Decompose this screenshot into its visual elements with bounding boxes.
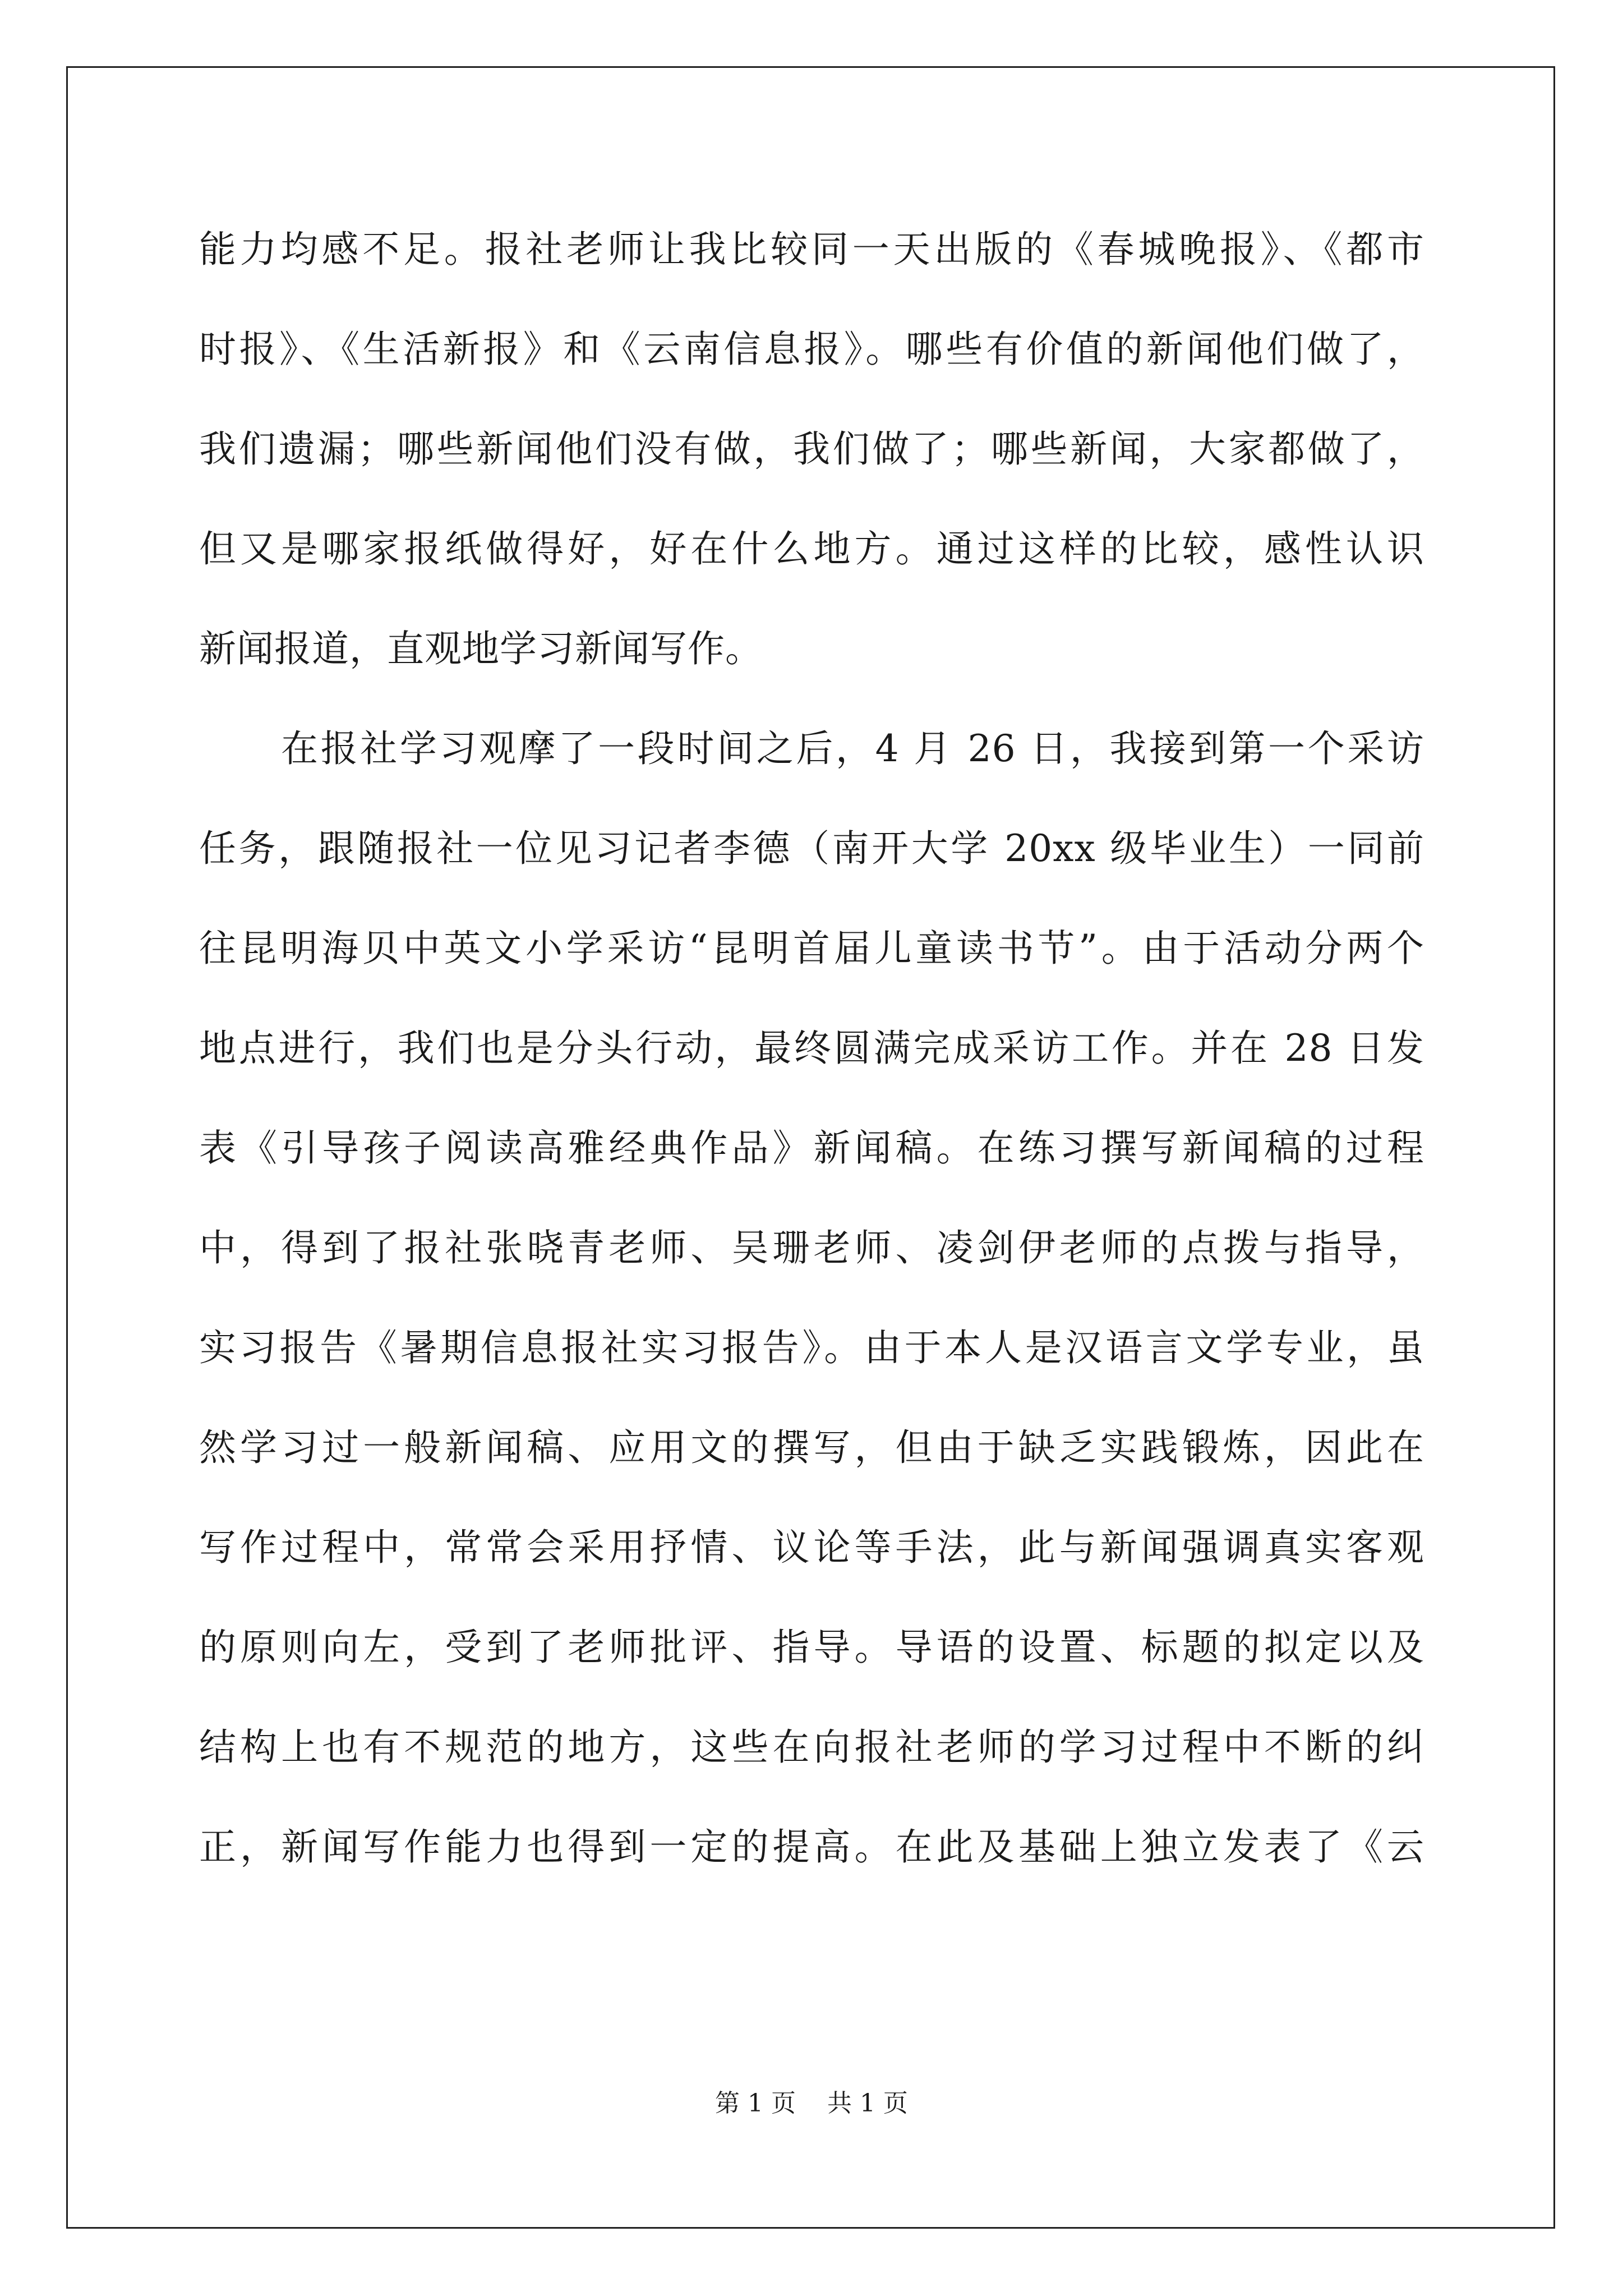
- text-line: 我们遗漏；哪些新闻他们没有做，我们做了；哪些新闻，大家都做了，: [199, 427, 1424, 471]
- page-number-footer: 第 1 页 共 1 页: [715, 2089, 908, 2118]
- text-line: 写作过程中，常常会采用抒情、议论等手法，此与新闻强调真实客观: [199, 1526, 1424, 1569]
- text-line: 实习报告《暑期信息报社实习报告》。由于本人是汉语言文学专业，虽: [199, 1326, 1424, 1369]
- paragraph-start-line: 在报社学习观摩了一段时间之后，4 月 26 日，我接到第一个采访: [281, 727, 1424, 770]
- text-line: 的原则向左，受到了老师批评、指导。导语的设置、标题的拟定以及: [199, 1626, 1424, 1669]
- text-line: 表《引导孩子阅读高雅经典作品》新闻稿。在练习撰写新闻稿的过程: [199, 1126, 1424, 1170]
- text-line: 结构上也有不规范的地方，这些在向报社老师的学习过程中不断的纠: [199, 1726, 1424, 1769]
- text-line: 能力均感不足。报社老师让我比较同一天出版的《春城晚报》、《都市: [199, 228, 1424, 271]
- text-line: 然学习过一般新闻稿、应用文的撰写，但由于缺乏实践锻炼，因此在: [199, 1426, 1424, 1469]
- text-line: 往昆明海贝中英文小学采访“昆明首届儿童读书节”。由于活动分两个: [199, 927, 1424, 970]
- paragraph-end-line: 新闻报道，直观地学习新闻写作。: [199, 627, 763, 670]
- text-line: 正，新闻写作能力也得到一定的提高。在此及基础上独立发表了《云: [199, 1825, 1424, 1869]
- text-line: 地点进行，我们也是分头行动，最终圆满完成采访工作。并在 28 日发: [199, 1027, 1424, 1070]
- text-line: 但又是哪家报纸做得好，好在什么地方。通过这样的比较，感性认识: [199, 527, 1424, 570]
- text-line: 中，得到了报社张晓青老师、吴珊老师、凌剑伊老师的点拨与指导，: [199, 1226, 1424, 1269]
- text-line: 时报》、《生活新报》和《云南信息报》。哪些有价值的新闻他们做了，: [199, 328, 1424, 371]
- text-line: 任务，跟随报社一位见习记者李德（南开大学 20xx 级毕业生）一同前: [199, 827, 1424, 870]
